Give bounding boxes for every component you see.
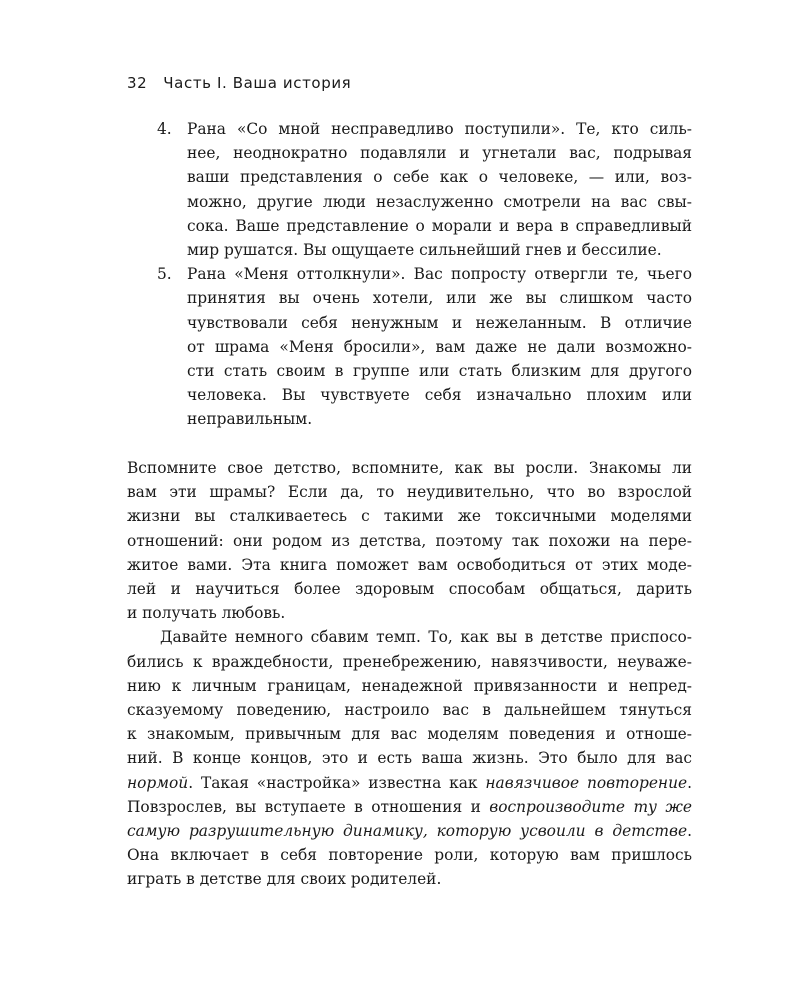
paragraph xyxy=(127,456,692,625)
text-line: Рана «Со мной несправедливо поступили». Те, кто силь- xyxy=(187,120,692,138)
text-line: можно, другие люди незаслуженно смотрели на вас свы- xyxy=(187,192,692,211)
text-line: неправильным. xyxy=(187,410,313,429)
text-line: чувствовали себя ненужным и нежеланным. В отличие xyxy=(187,313,692,332)
italic-term: навязчивое повторение xyxy=(485,773,688,792)
text-line: вам эти шрамы? Если да, то неудивительно, что во взрослой xyxy=(127,483,692,502)
chapter-title: Часть I. Ваша история xyxy=(163,74,352,92)
text-line: ний. В конце концов, это и есть ваша жизнь. Это было для вас xyxy=(127,749,692,768)
text-line xyxy=(127,819,692,843)
text-line xyxy=(127,795,692,819)
list-item xyxy=(157,262,692,431)
text-line: житое вами. Эта книга поможет вам освободиться от этих моде- xyxy=(127,555,692,574)
text-line: человека. Вы чувствуете себя изначально плохим или xyxy=(187,386,692,405)
text-line: нее, неоднократно подавляли и угнетали вас, подрывая xyxy=(187,144,692,163)
text-line: к знакомым, привычным для вас моделям поведения и отноше- xyxy=(127,725,692,744)
italic-term: нормой xyxy=(127,773,189,792)
body-text xyxy=(127,456,692,892)
text-line: от шрама «Меня бросили», вам даже не дали возможно- xyxy=(187,337,692,356)
text-line: Она включает в себя повторение роли, которую вам пришлось xyxy=(127,846,692,865)
text-line: принятия вы очень хотели, или же вы слишком часто xyxy=(187,289,692,308)
text-line: Рана «Меня оттолкнули». Вас попросту отвергли те, чьего xyxy=(187,265,692,284)
list-item xyxy=(157,117,692,262)
paragraph xyxy=(127,625,692,891)
list-item-number: 5. xyxy=(157,265,172,284)
text-line: жизни вы сталкиваетесь с такими же токсичными моделями xyxy=(127,507,692,526)
italic-term: воспроизводите ту же xyxy=(489,797,692,816)
text-line: играть в детстве для своих родителей. xyxy=(127,870,442,889)
text-line: лей и научиться более здоровым способам общаться, дарить xyxy=(127,580,692,599)
text-line: ваши представления о себе как о человеке, — или, воз- xyxy=(187,168,692,187)
text-line: сказуемому поведению, настроило вас в дальнейшем тянуться xyxy=(127,701,692,720)
page-number: 32 xyxy=(127,74,148,92)
text-line: нию к личным границам, ненадежной привязанности и непред- xyxy=(127,676,692,695)
text-run: Повзрослев, вы вступаете в отношения и xyxy=(127,797,490,816)
text-line: мир рушатся. Вы ощущаете сильнейший гнев и бессилие. xyxy=(187,241,662,260)
text-run: . xyxy=(687,773,692,792)
wound-list xyxy=(0,117,800,432)
text-line: Давайте немного сбавим темп. То, как вы в детстве приспосо- xyxy=(160,628,692,647)
text-line: отношений: они родом из детства, поэтому так похожи на пере- xyxy=(127,531,692,550)
text-line xyxy=(127,771,692,795)
italic-term: самую разрушительную динамику, которую усвоили в детстве xyxy=(127,822,688,841)
running-head xyxy=(127,74,351,92)
text-line: Вспомните свое детство, вспомните, как вы росли. Знакомы ли xyxy=(127,459,692,477)
text-run: . xyxy=(687,822,692,841)
text-line: сока. Ваше представление о морали и вера в справедливый xyxy=(187,216,692,235)
text-run: . Такая «настройка» известна как xyxy=(188,773,486,792)
text-line: бились к враждебности, пренебрежению, навязчивости, неуваже- xyxy=(127,652,692,671)
text-line: сти стать своим в группе или стать близким для другого xyxy=(187,362,692,381)
text-line: и получать любовь. xyxy=(127,604,286,623)
list-item-number: 4. xyxy=(157,120,172,138)
